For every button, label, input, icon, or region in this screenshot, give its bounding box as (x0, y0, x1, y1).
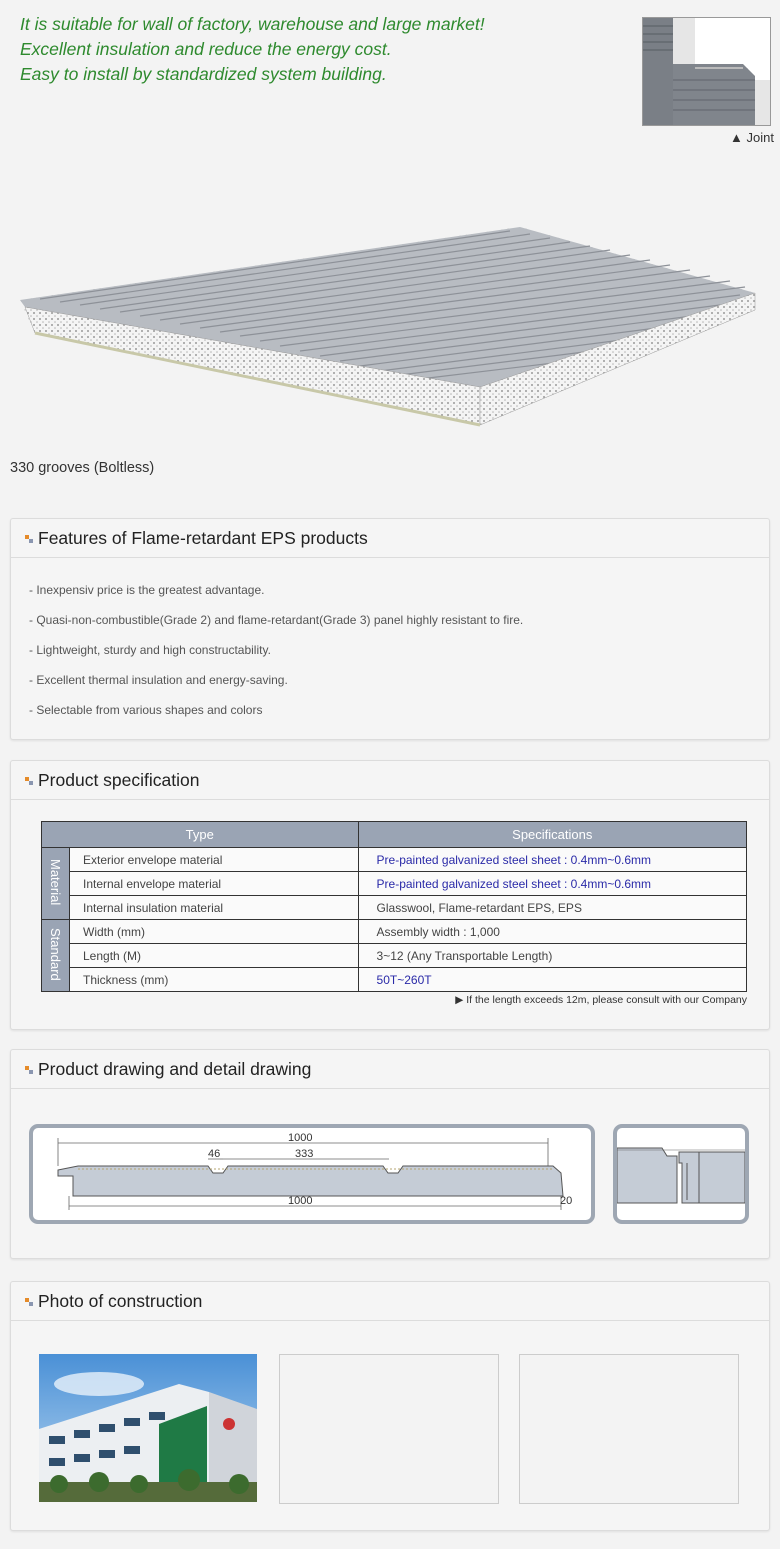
row-type: Internal insulation material (70, 896, 359, 920)
section-bullet-icon (25, 777, 33, 785)
drawing-section (10, 1049, 770, 1259)
list-item: - Quasi-non-combustible(Grade 2) and flame-retardant(Grade 3) panel highly resistant to fire. (29, 613, 524, 627)
header-type: Type (42, 822, 359, 848)
construction-photo-3[interactable] (519, 1354, 739, 1504)
intro-line-3: Easy to install by standardized system building. (20, 64, 387, 84)
table-header-row (42, 822, 747, 848)
row-type: Width (mm) (70, 920, 359, 944)
panel-drawing (29, 1124, 595, 1224)
panel-caption: 330 grooves (Boltless) (10, 460, 155, 476)
list-item: - Inexpensiv price is the greatest advantage. (29, 583, 265, 597)
list-item: - Lightweight, sturdy and high constructability. (29, 643, 271, 657)
section-header (11, 519, 769, 558)
joint-caption: ▲ Joint (730, 130, 774, 145)
header-specifications: Specifications (358, 822, 746, 848)
table-row (42, 968, 747, 992)
table-row (42, 944, 747, 968)
list-item: - Excellent thermal insulation and energy-saving. (29, 673, 288, 687)
row-value: Glasswool, Flame-retardant EPS, EPS (358, 896, 746, 920)
features-section (10, 518, 770, 740)
photos-section (10, 1281, 770, 1531)
group-standard: Standard (42, 920, 70, 992)
section-title: Product drawing and detail drawing (38, 1059, 312, 1079)
section-title: Product specification (38, 770, 200, 790)
spec-section (10, 760, 770, 1030)
joint-detail-drawing (613, 1124, 749, 1224)
section-header (11, 1050, 769, 1089)
intro-text (20, 12, 485, 87)
row-value: Pre-painted galvanized steel sheet : 0.4mm~0.6mm (358, 872, 746, 896)
table-row (42, 920, 747, 944)
dim-top: 1000 (288, 1132, 313, 1144)
intro-line-1: It is suitable for wall of factory, warehouse and large market! (20, 14, 485, 34)
section-bullet-icon (25, 1066, 33, 1074)
row-value: Pre-painted galvanized steel sheet : 0.4mm~0.6mm (358, 848, 746, 872)
spec-table (41, 821, 747, 992)
group-material: Material (42, 848, 70, 920)
spec-note: ▶ If the length exceeds 12m, please consult with our Company (455, 994, 747, 1006)
dim-bottom: 1000 (288, 1195, 313, 1207)
dim-groove: 46 (208, 1148, 221, 1160)
joint-image (642, 17, 771, 126)
section-title: Features of Flame-retardant EPS products (38, 528, 368, 548)
table-row (42, 896, 747, 920)
table-row (42, 848, 747, 872)
row-value: 3~12 (Any Transportable Length) (358, 944, 746, 968)
section-title: Photo of construction (38, 1291, 203, 1311)
construction-photo-1[interactable] (39, 1354, 257, 1502)
row-type: Thickness (mm) (70, 968, 359, 992)
panel-illustration (20, 215, 760, 430)
feature-list (11, 558, 769, 730)
section-bullet-icon (25, 1298, 33, 1306)
row-value: Assembly width : 1,000 (358, 920, 746, 944)
section-bullet-icon (25, 535, 33, 543)
intro-line-2: Excellent insulation and reduce the energy cost. (20, 39, 392, 59)
section-header (11, 761, 769, 800)
construction-photo-2[interactable] (279, 1354, 499, 1504)
row-type: Exterior envelope material (70, 848, 359, 872)
section-header (11, 1282, 769, 1321)
row-type: Internal envelope material (70, 872, 359, 896)
dim-pitch: 333 (295, 1148, 314, 1160)
dim-edge: 20 (560, 1195, 573, 1207)
table-row (42, 872, 747, 896)
list-item: - Selectable from various shapes and colors (29, 703, 263, 717)
row-value: 50T~260T (358, 968, 746, 992)
row-type: Length (M) (70, 944, 359, 968)
